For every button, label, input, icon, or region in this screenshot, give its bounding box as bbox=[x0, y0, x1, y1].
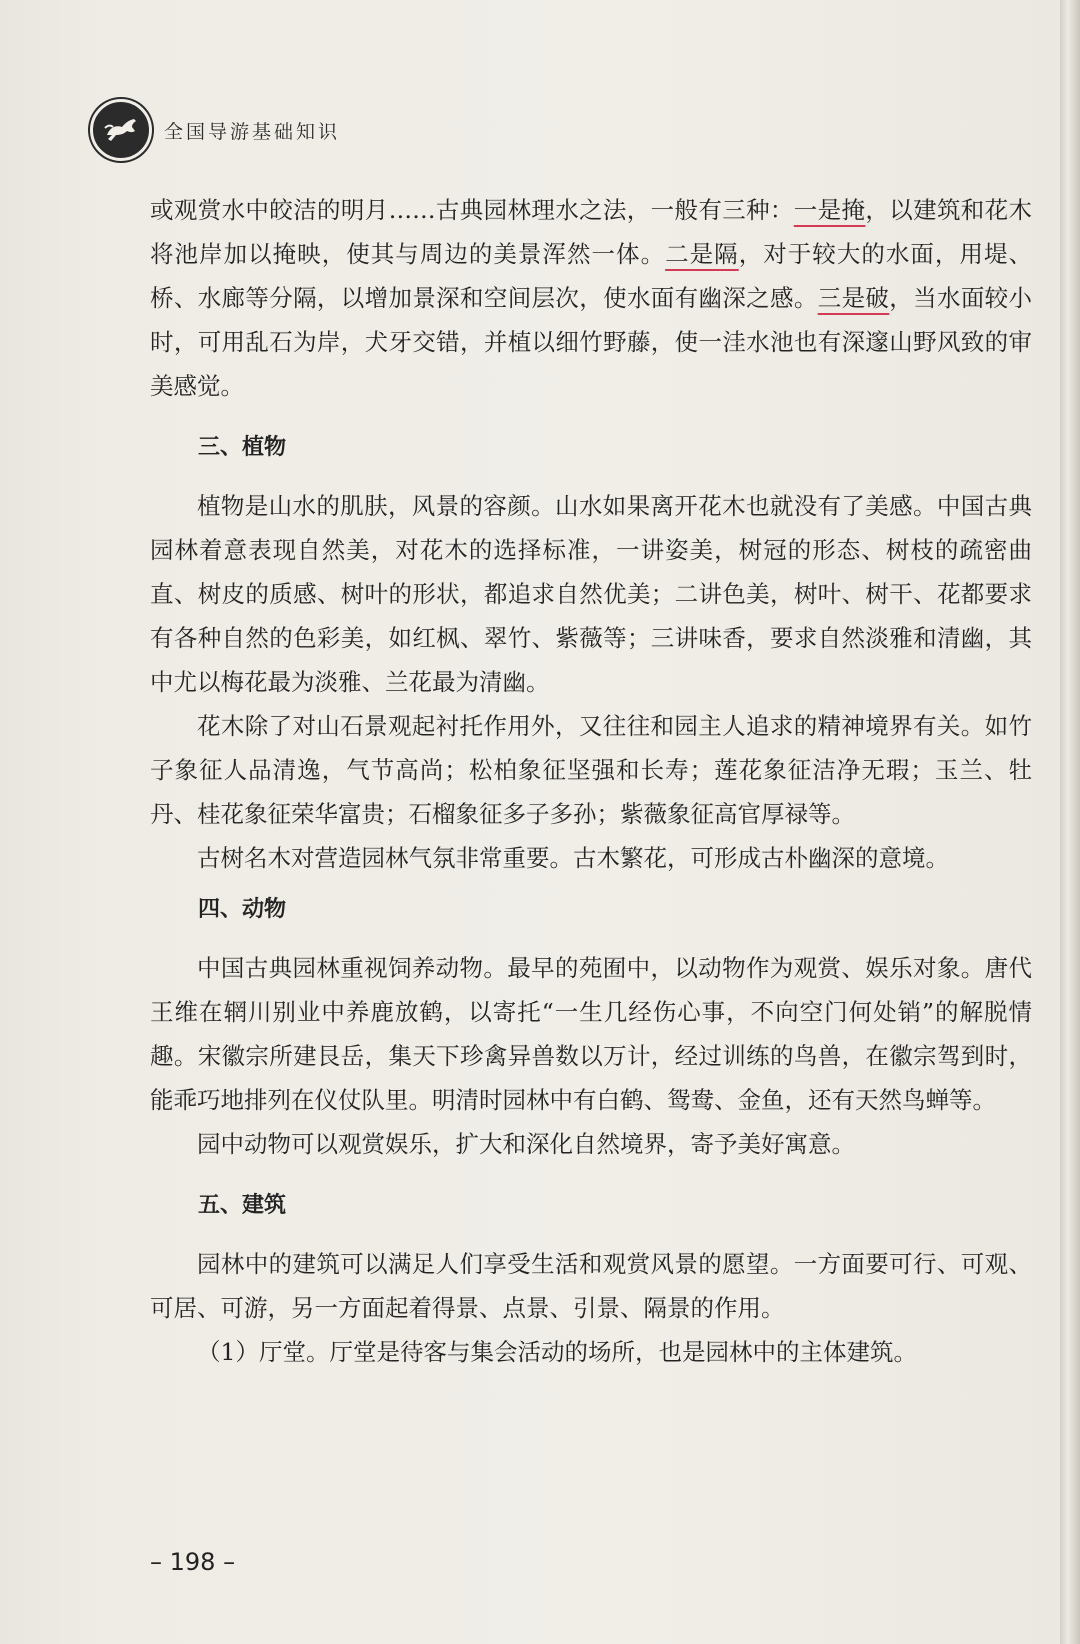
highlighted-term-yan: 一是掩 bbox=[793, 196, 866, 224]
plants-paragraph-3: 古树名木对营造园林气氛非常重要。古木繁花，可形成古朴幽深的意境。 bbox=[197, 844, 949, 872]
page-edge bbox=[1060, 0, 1080, 1644]
galloping-horse-logo-icon bbox=[90, 99, 152, 161]
plants-paragraph-2: 花木除了对山石景观起衬托作用外，又往往和园主人追求的精神境界有关。如竹子象征人品清逸，气节高尚；松柏象征坚强和长寿；莲花象征洁净无瑕；玉兰、牡丹、桂花象征荣华富贵；石榴象征多子多孙；紫薇象征高官厚禄等。 bbox=[150, 712, 1032, 828]
animals-paragraph-2: 园中动物可以观赏娱乐，扩大和深化自然境界，寄予美好寓意。 bbox=[197, 1130, 855, 1158]
page-body bbox=[150, 188, 1032, 1374]
water-text-3: ，对于较大的水面，用堤、桥、水廊等分隔，以增加景深和空间层次，使水面有幽深之感。 bbox=[150, 240, 1033, 312]
water-text-4: ，当水面较小时，可用乱石为岸，犬牙交错，并植以细竹野藤，使一洼水池也有深邃山野风致的审美感觉。 bbox=[150, 284, 1033, 400]
water-text-1: 或观赏水中皎洁的明月……古典园林理水之法，一般有三种： bbox=[150, 196, 794, 224]
animals-paragraph-1: 中国古典园林重视饲养动物。最早的苑囿中，以动物作为观赏、娱乐对象。唐代王维在辋川别业中养鹿放鹤，以寄托“一生几经伤心事，不向空门何处销”的解脱情趣。宋徽宗所建艮岳，集天下珍禽异兽数以万计，经过训练的鸟兽，在徽宗驾到时，能乖巧地排列在仪仗队里。明清时园林中有白鹤、鸳鸯、金鱼，还有天然鸟蝉等。 bbox=[150, 954, 1032, 1114]
running-header bbox=[90, 102, 340, 158]
page-number: – 198 – bbox=[150, 1548, 236, 1576]
plants-paragraph-1: 植物是山水的肌肤，风景的容颜。山水如果离开花木也就没有了美感。中国古典园林着意表现自然美，对花木的选择标准，一讲姿美，树冠的形态、树枝的疏密曲直、树皮的质感、树叶的形状，都追求自然优美；二讲色美，树叶、树干、花都要求有各种自然的色彩美，如红枫、翠竹、紫薇等；三讲味香，要求自然淡雅和清幽，其中尤以梅花最为淡雅、兰花最为清幽。 bbox=[150, 492, 1032, 696]
buildings-paragraph-1: 园林中的建筑可以满足人们享受生活和观赏风景的愿望。一方面要可行、可观、可居、可游，另一方面起着得景、点景、引景、隔景的作用。 bbox=[150, 1250, 1032, 1322]
section-heading-plants: 三、植物 bbox=[198, 435, 287, 460]
highlighted-term-ge: 二是隔 bbox=[665, 240, 739, 268]
buildings-paragraph-2: （1）厅堂。厅堂是待客与集会活动的场所，也是园林中的主体建筑。 bbox=[197, 1338, 917, 1366]
horse-icon bbox=[99, 108, 143, 152]
section-heading-animals: 四、动物 bbox=[198, 897, 287, 922]
section-heading-buildings: 五、建筑 bbox=[198, 1193, 287, 1218]
book-title: 全国导游基础知识 bbox=[164, 120, 341, 143]
water-management-paragraph bbox=[150, 188, 1032, 408]
water-text-2: ，以建筑和花木将池岸加以掩映，使其与周边的美景浑然一体。 bbox=[150, 196, 1033, 268]
highlighted-term-po: 三是破 bbox=[817, 284, 890, 312]
